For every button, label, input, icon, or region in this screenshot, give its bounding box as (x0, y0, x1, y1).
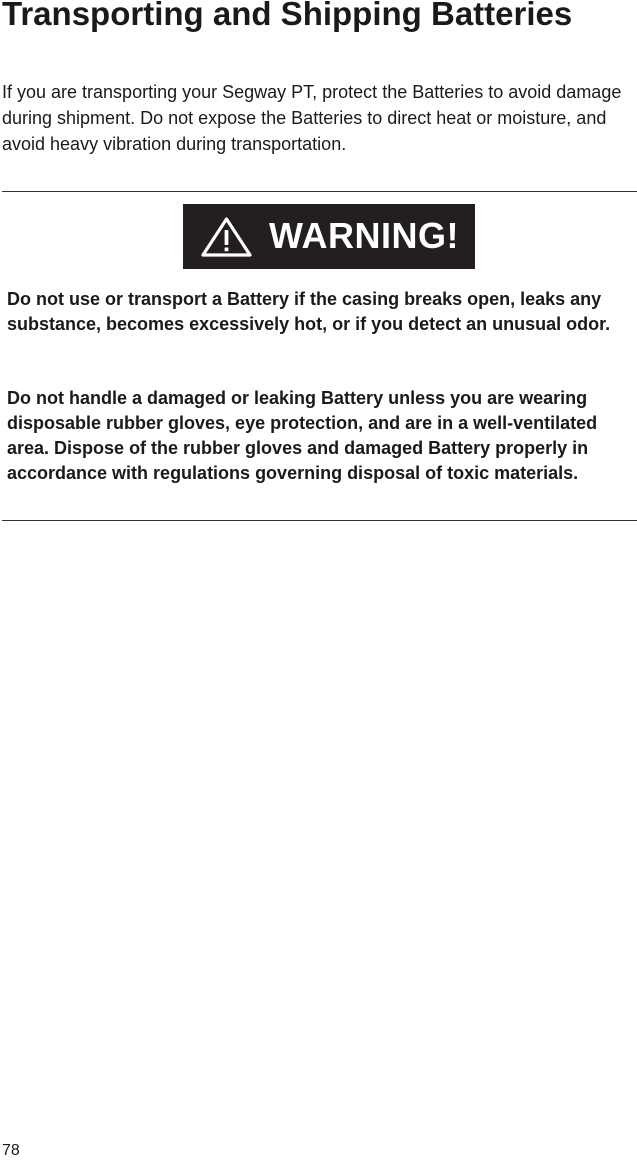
warning-paragraph-1: Do not use or transport a Battery if the casing breaks open, leaks any substance, becomes excessively hot, or if you detect an unusual odor. (7, 289, 611, 334)
warning-top-divider (2, 191, 637, 192)
warning-label: WARNING! (269, 215, 459, 256)
warning-bottom-divider (2, 520, 637, 521)
warning-triangle-icon (200, 216, 253, 258)
warning-paragraph-2: Do not handle a damaged or leaking Battery unless you are wearing disposable rubber gloves, eye protection, and are in a well-ventilated area. Dispose of the rubber gloves and damaged Battery properly in accordance with regulations governing disposal of toxic materials. (7, 388, 598, 483)
page-title: Transporting and Shipping Batteries (2, 0, 573, 32)
page-number: 78 (2, 1142, 20, 1159)
intro-paragraph: If you are transporting your Segway PT, protect the Batteries to avoid damage during shipment. Do not expose the Batteries to direct heat or moisture, and avoid heavy vibration during transportation. (2, 82, 622, 154)
warning-banner (183, 204, 475, 269)
